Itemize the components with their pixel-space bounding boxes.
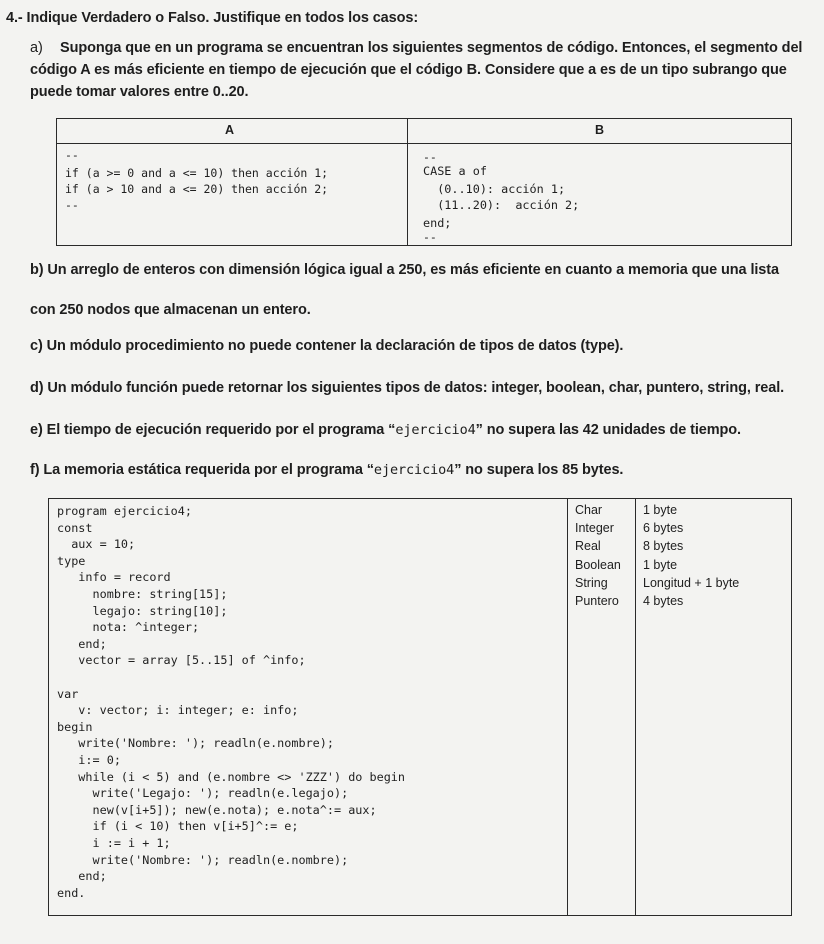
code-a-line: -- [65,148,79,162]
item-c: c) Un módulo procedimiento no puede contener la declaración de tipos de datos (type). [30,338,624,354]
item-b-line2: con 250 nodos que almacenan un entero. [30,302,311,318]
item-f [30,462,623,478]
column-a-header: A [225,123,235,137]
table-divider-horizontal [57,143,791,144]
type-size: 1 byte [643,557,678,572]
program-code-line: new(v[i+5]); new(e.nota); e.nota^:= aux; [57,802,377,817]
code-a-line: if (a >= 0 and a <= 10) then acción 1; [65,166,329,180]
program-code-line: write('Legajo: '); readln(e.legajo); [57,786,349,801]
item-e-text-before: e) El tiempo de ejecución requerido por el programa “ [30,422,396,438]
program-code-line: type [57,553,86,568]
program-code-line: v: vector; i: integer; e: info; [57,703,299,718]
code-b-line: (11..20): acción 2; [423,198,580,212]
item-d: d) Un módulo función puede retornar los siguientes tipos de datos: integer, boolean, char, puntero, string, real. [30,380,785,396]
item-e-program-name: ejercicio4 [395,422,476,438]
item-a-letter: a) [30,40,43,56]
type-name: String [575,575,608,590]
program-code-line: write('Nombre: '); readln(e.nombre); [57,736,334,751]
program-code-line: begin [57,719,93,734]
item-f-text-after: ” no supera los 85 bytes. [454,462,624,478]
code-b-line: CASE a of [423,164,487,178]
program-code-line: const [57,520,93,535]
code-a-line: if (a > 10 and a <= 20) then acción 2; [65,182,329,196]
program-code-line: end. [57,885,86,900]
code-b-line: -- [423,230,437,244]
program-table [48,498,792,916]
program-code-line: while (i < 5) and (e.nombre <> 'ZZZ') do begin [57,769,406,784]
item-e-text-after: ” no supera las 42 unidades de tiempo. [475,422,741,438]
program-code-line: info = record [57,570,171,585]
type-size: 8 bytes [643,539,684,554]
program-code-line: write('Nombre: '); readln(e.nombre); [57,852,349,867]
code-b-line: end; [423,216,452,230]
column-b-header: B [595,123,605,137]
type-name: Puntero [575,594,619,608]
item-a-line2: código A es más eficiente en tiempo de ejecución que el código B. Considere que a es de un tipo subrango que [30,62,787,78]
type-size: 6 bytes [643,521,684,536]
program-code-line: nota: ^integer; [57,620,200,635]
program-code-line: i := i + 1; [57,836,171,850]
type-size: 1 byte [643,503,678,517]
code-comparison-table [56,118,792,246]
type-name: Char [575,503,603,517]
code-a-line: -- [65,198,79,212]
program-code-line: if (i < 10) then v[i+5]^:= e; [57,819,299,834]
program-code-line: legajo: string[10]; [57,603,228,618]
program-code-line: aux = 10; [57,537,136,552]
program-code-line: program ejercicio4; [57,504,192,518]
program-code-line: end; [57,636,107,651]
program-code-line: end; [57,869,107,884]
type-name: Integer [575,521,614,536]
item-a-line3: puede tomar valores entre 0..20. [30,84,249,100]
code-b-line: (0..10): acción 1; [423,182,566,196]
type-size: Longitud + 1 byte [643,575,740,590]
code-b-line: -- [423,150,437,164]
table-divider-vertical [407,119,408,245]
program-code-line: i:= 0; [57,753,121,767]
item-b-line1: b) Un arreglo de enteros con dimensión lógica igual a 250, es más eficiente en cuanto a memoria que una lista [30,262,779,278]
question-heading: 4.- Indique Verdadero o Falso. Justifique en todos los casos: [6,10,419,26]
item-f-program-name: ejercicio4 [373,462,455,478]
type-name: Real [575,539,601,554]
program-table-divider-2 [635,499,636,915]
program-table-divider-1 [567,499,568,915]
program-code-line: vector = array [5..15] of ^info; [57,653,306,668]
item-f-text-before: f) La memoria estática requerida por el programa “ [30,462,374,478]
program-code-line: nombre: string[15]; [57,587,228,601]
type-name: Boolean [575,557,621,572]
program-code-line: var [57,686,79,701]
item-a-line1: Suponga que en un programa se encuentran los siguientes segmentos de código. Entonces, el segmento del [60,40,803,56]
type-size: 4 bytes [643,594,684,608]
item-e [30,422,741,438]
